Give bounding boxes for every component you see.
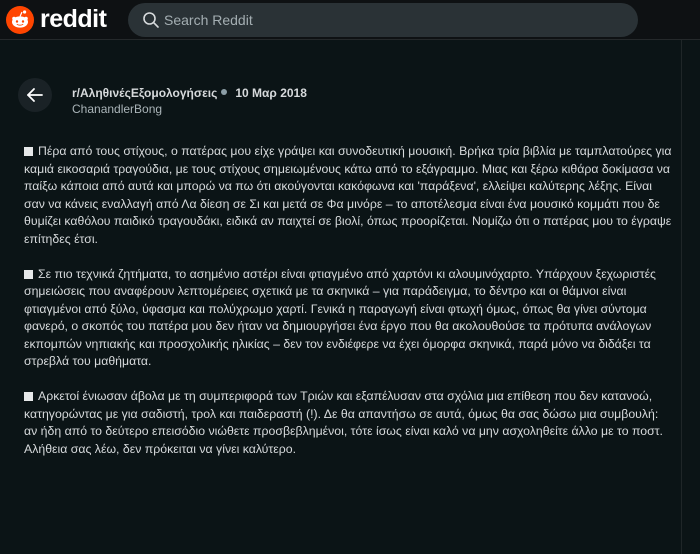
paragraph-text: Πέρα από τους στίχους, ο πατέρας μου είχε γράψει και συνοδευτική μουσική. Βρήκα τρία βιβλία με ταμπλατούρες για καμιά εικοσαριά τραγούδια, με τους στίχους σημειωμένους κάτω από το εξάγραμμο. Μιας και ξέρω κιθάρα δοκίμασα να παίξω κάποια από αυτά και μπορώ να πω ότι ακούγονται κακόφωνα και 'παράξενα', ελλείψει καλύτερης λέξης. Είναι σαν να κάνεις εναλλαγή από Λα δίεση σε Σι και μετά σε Φα μινόρε – το αποτέλεσμα είναι ένα μουσικό κομμάτι που δε θυμίζει καθόλου παιδικό τραγουδάκι, ειδικά αν παιχτεί σε βιολί, όπως προορίζεται. Νομίζω ότι ο πατέρας μου το έγραψε επίτηδες έτσι. <box>24 144 672 246</box>
post-body <box>24 143 674 476</box>
search-icon <box>142 11 160 29</box>
bullet-square-icon <box>24 392 33 401</box>
post-paragraph <box>24 143 674 248</box>
search-bar[interactable] <box>128 3 638 37</box>
post-meta <box>72 86 307 101</box>
paragraph-text: Αρκετοί ένιωσαν άβολα με τη συμπεριφορά των Τριών και εξαπέλυσαν στα σχόλια μια επίθεση που δεν κατανοώ, κατηγορώντας με για σαδιστή, τρολ και παιδεραστή (!). Δε θα απαντήσω σε αυτά, όμως θα σας δώσω μια συμβουλή: αν ήδη από το δεύτερο επεισόδιο νιώθετε προσβεβλημένοι, τότε ίσως είναι καλό να μην ασχοληθείτε άλλο με το ποστ. Αλήθεια σας λέω, δεν πρόκειται να γίνει καλύτερο. <box>24 389 663 456</box>
reddit-logo-icon[interactable] <box>6 6 34 34</box>
bullet-square-icon <box>24 147 33 156</box>
author-link[interactable]: ChanandlerBong <box>72 102 163 116</box>
post-date: 10 Μαρ 2018 <box>235 86 307 100</box>
reddit-wordmark[interactable]: reddit <box>40 5 107 33</box>
post-paragraph <box>24 388 674 458</box>
bullet-square-icon <box>24 270 33 279</box>
subreddit-link[interactable]: r/ΑληθινέςΕξομολογήσεις <box>72 86 218 100</box>
top-bar <box>0 0 700 40</box>
paragraph-text: Σε πιο τεχνικά ζητήματα, το ασημένιο αστέρι είναι φτιαγμένο από χαρτόνι κι αλουμινόχαρτο. Υπάρχουν ξεχωριστές σημειώσεις που αναφέρουν λεπτομέρειες σχετικά με τα σκηνικά – για παράδειγμα, το δέντρο και οι θάμνοι είναι φτιαγμένοι από ξύλο, ύφασμα και πολύχρωμο χαρτί. Γενικά η παραγωγή είναι φτωχή όμως, όπως θα γίνει σύντομα φανερό, ο σκοπός του πατέρα μου δεν ήταν να δημιουργήσει ένα έργο που θα ακολουθούσε τα πρότυπα ανάλογων εκπομπών νηπιακής και προσχολικής ηλικίας – δεν τον ενδιέφερε να έχει όμορφα σκηνικά, παρά μόνο να διδάξει τα στρεβλά του μαθήματα. <box>24 266 656 368</box>
scrollbar-track[interactable] <box>681 40 682 554</box>
separator-dot <box>221 89 227 95</box>
arrow-left-icon <box>25 85 45 105</box>
back-button[interactable] <box>18 78 52 112</box>
search-input[interactable] <box>164 3 624 37</box>
post-paragraph <box>24 266 674 371</box>
